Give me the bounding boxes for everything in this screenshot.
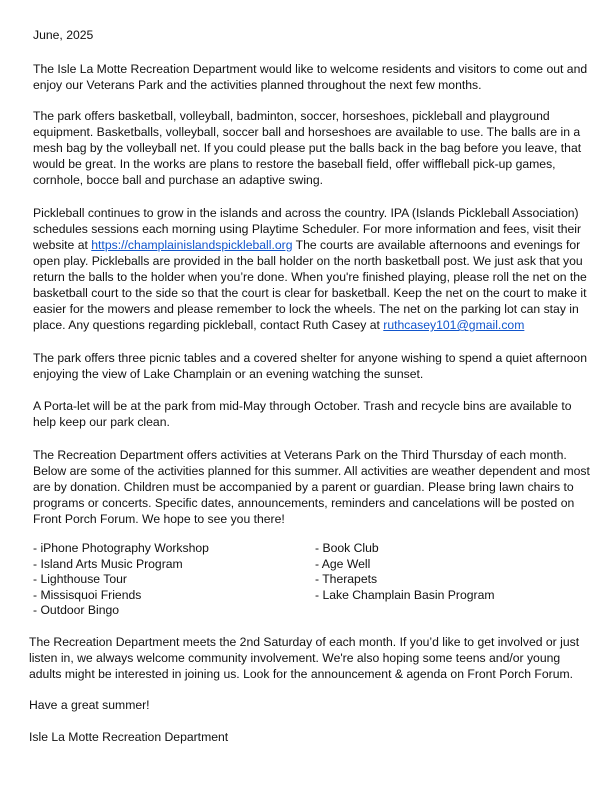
pickleball-website-link[interactable]: https://champlainislandspickleball.org [91,238,293,252]
activity-list-item: - Lake Champlain Basin Program [315,588,495,602]
pickleball-line-8 [33,318,524,334]
activities-intro-line-1: The Recreation Department offers activities at Veterans Park on the Third Thursday of each month. [33,448,567,462]
facilities-line-3: mesh bag by the volleyball net. If you could please put the balls back in the bag before you leave, that [33,141,582,155]
meeting-line-1: The Recreation Department meets the 2nd Saturday of each month. If you’d like to get involved or just [29,635,580,649]
pickleball-line-3-suffix: The courts are available afternoons and evenings for [292,238,581,252]
pickleball-line-7: easier for the mowers and please remember to lock the wheels. The net on the parking lot can stay in [33,302,579,316]
activity-list-item: - Island Arts Music Program [33,557,183,571]
activity-list-item: - Missisquoi Friends [33,588,142,602]
pickleball-line-4: open play. Pickleballs are provided in the ball holder on the north basketball post. We just ask that you [33,254,583,268]
activity-list-item: - Lighthouse Tour [33,572,127,586]
facilities-line-4: would be great. In the works are plans to restore the baseball field, offer wiffleball pick-up games, [33,157,556,171]
closing-greeting: Have a great summer! [29,698,150,712]
signature: Isle La Motte Recreation Department [29,730,229,744]
pickleball-line-5: return the balls to the holder when you’re done. When you're finished playing, please roll the net on the [33,270,587,284]
activity-list-item: - iPhone Photography Workshop [33,541,209,555]
intro-line-1: The Isle La Motte Recreation Department would like to welcome residents and visitors to come out and [33,62,588,76]
picnic-line-2: enjoying the view of Lake Champlain or an evening watching the sunset. [33,367,424,381]
pickleball-line-3-prefix: website at [33,238,92,252]
activities-intro-line-3: are by donation. Children must be accompanied by a parent or guardian. Please bring lawn chairs to [33,480,574,494]
meeting-line-3: adults might be interested in joining us. Look for the announcement & agenda on Front Porch Forum. [29,667,574,681]
facilities-line-2: equipment. Basketballs, volleyball, soccer ball and horseshoes are available to use. The balls are in a [33,125,581,139]
facilities-line-5: cornhole, bocce ball and purchase an adaptive swing. [33,173,323,187]
activities-intro-line-5: Front Porch Forum. We hope to see you there! [33,512,285,526]
pickleball-contact-email-link[interactable]: ruthcasey101@gmail.com [383,318,525,332]
pickleball-line-1: Pickleball continues to grow in the islands and across the country. IPA (Islands Pickleball Association) [33,206,579,220]
activities-intro-line-4: programs or concerts. Specific dates, announcements, reminders and cancelations will be posted on [33,496,575,510]
intro-line-2: enjoy our Veterans Park and the activities planned throughout the next few months. [33,78,482,92]
activity-list-item: - Outdoor Bingo [33,603,120,617]
activity-list-item: - Book Club [315,541,379,555]
facilities-line-1: The park offers basketball, volleyball, badminton, soccer, horseshoes, pickleball and playground [33,109,550,123]
activity-list-item: - Therapets [315,572,378,586]
pickleball-line-8-prefix: place. Any questions regarding pickleball, contact Ruth Casey at [33,318,384,332]
picnic-line-1: The park offers three picnic tables and a covered shelter for anyone wishing to spend a quiet afternoon [33,351,587,365]
letter-date: June, 2025 [33,28,94,42]
activities-intro-line-2: Below are some of the activities planned for this summer. All activities are weather dependent and most [33,464,590,478]
portalet-line-2: help keep our park clean. [33,415,170,429]
pickleball-line-2: schedules sessions each morning using Playtime Scheduler. For more information and fees, visit their [33,222,582,236]
pickleball-line-3 [33,238,580,254]
pickleball-line-6: basketball court to the side so that the court is clear for basketball. Keep the net on the court to make it [33,286,587,300]
meeting-line-2: listen in, we always welcome community involvement. We're also hoping some teens and/or young [29,651,561,665]
portalet-line-1: A Porta-let will be at the park from mid-May through October. Trash and recycle bins are available to [33,399,572,413]
activity-list-item: - Age Well [315,557,371,571]
